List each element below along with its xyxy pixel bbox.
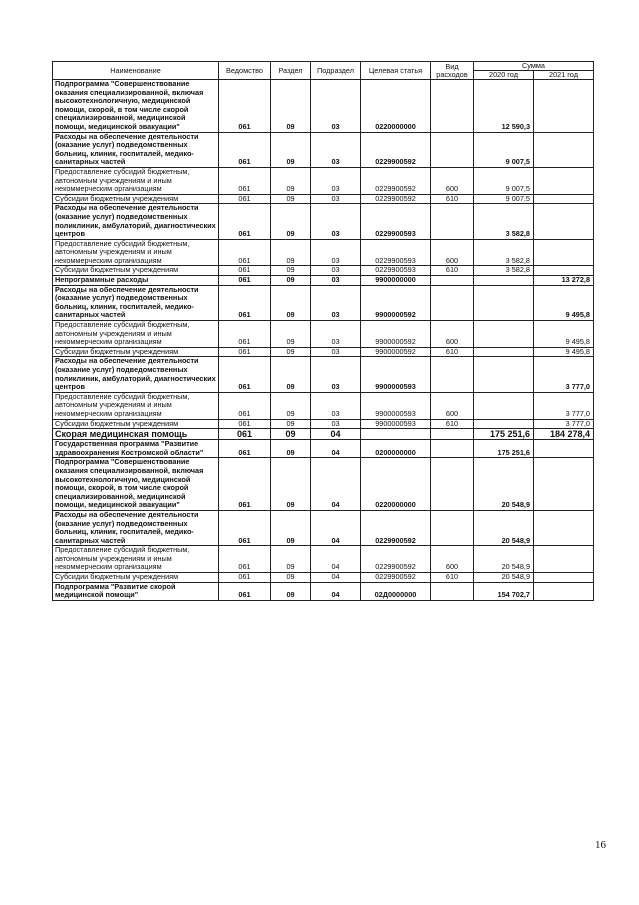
cell-vr [431, 510, 474, 545]
table-row [53, 276, 594, 286]
cell-y2 [534, 573, 594, 583]
cell-y1 [474, 357, 534, 392]
cell-dept: 061 [219, 392, 271, 419]
cell-vr: 610 [431, 419, 474, 429]
cell-dept: 061 [219, 285, 271, 320]
cell-dept: 061 [219, 546, 271, 573]
page-number: 16 [595, 839, 606, 851]
cell-y2 [534, 582, 594, 600]
table-row [53, 132, 594, 167]
cell-target: 0220000000 [361, 80, 431, 133]
cell-sec: 09 [271, 321, 311, 348]
cell-sub: 04 [311, 510, 361, 545]
cell-sec: 09 [271, 573, 311, 583]
cell-dept: 061 [219, 167, 271, 194]
cell-dept: 061 [219, 510, 271, 545]
cell-target: 9900000593 [361, 357, 431, 392]
cell-sub: 03 [311, 321, 361, 348]
cell-y1: 20 548,9 [474, 510, 534, 545]
cell-target: 0229900592 [361, 167, 431, 194]
cell-y2 [534, 194, 594, 204]
header-expense-type: Вид расходов [431, 62, 474, 80]
cell-sub: 03 [311, 347, 361, 357]
cell-sec: 09 [271, 429, 311, 440]
cell-sec: 09 [271, 132, 311, 167]
table-row [53, 429, 594, 440]
cell-vr: 600 [431, 321, 474, 348]
cell-y1: 12 590,3 [474, 80, 534, 133]
cell-y1 [474, 392, 534, 419]
cell-vr: 610 [431, 266, 474, 276]
cell-name: Расходы на обеспечение деятельности (оказание услуг) подведомственных поликлиник, амбулаторий, диагностических центров [53, 204, 219, 239]
cell-target: 0229900593 [361, 239, 431, 266]
cell-name: Расходы на обеспечение деятельности (оказание услуг) подведомственных больниц, клиник, госпиталей, медико-санитарных частей [53, 285, 219, 320]
header-target: Целевая статья [361, 62, 431, 80]
cell-sub: 04 [311, 582, 361, 600]
cell-target: 0229900592 [361, 546, 431, 573]
cell-vr [431, 204, 474, 239]
cell-target: 9900000592 [361, 285, 431, 320]
cell-y1 [474, 276, 534, 286]
cell-sub: 03 [311, 392, 361, 419]
cell-y2 [534, 204, 594, 239]
cell-y1: 175 251,6 [474, 440, 534, 458]
cell-sub: 03 [311, 266, 361, 276]
cell-vr [431, 276, 474, 286]
table-row [53, 357, 594, 392]
cell-name: Субсидии бюджетным учреждениям [53, 419, 219, 429]
cell-y2: 9 495,8 [534, 285, 594, 320]
cell-dept: 061 [219, 80, 271, 133]
cell-sec: 09 [271, 194, 311, 204]
header-section: Раздел [271, 62, 311, 80]
cell-y1: 3 582,8 [474, 266, 534, 276]
cell-dept: 061 [219, 357, 271, 392]
cell-vr [431, 582, 474, 600]
header-year-2020: 2020 год [474, 71, 534, 80]
cell-y2: 13 272,8 [534, 276, 594, 286]
cell-sub: 04 [311, 429, 361, 440]
cell-vr: 610 [431, 194, 474, 204]
header-name: Наименование [53, 62, 219, 80]
cell-y1: 9 007,5 [474, 167, 534, 194]
cell-sec: 09 [271, 419, 311, 429]
table-row [53, 392, 594, 419]
cell-sec: 09 [271, 510, 311, 545]
cell-target: 0220000000 [361, 458, 431, 511]
cell-vr: 600 [431, 392, 474, 419]
cell-name: Субсидии бюджетным учреждениям [53, 347, 219, 357]
cell-target: 9900000593 [361, 419, 431, 429]
cell-sub: 03 [311, 239, 361, 266]
cell-sec: 09 [271, 204, 311, 239]
cell-dept: 061 [219, 458, 271, 511]
cell-sec: 09 [271, 392, 311, 419]
cell-vr: 610 [431, 573, 474, 583]
cell-y2: 3 777,0 [534, 357, 594, 392]
cell-target: 0229900592 [361, 132, 431, 167]
cell-name: Расходы на обеспечение деятельности (оказание услуг) подведомственных больниц, клиник, госпиталей, медико-санитарных частей [53, 510, 219, 545]
cell-vr [431, 132, 474, 167]
cell-sub: 04 [311, 440, 361, 458]
header-year-2021: 2021 год [534, 71, 594, 80]
header-sum: Сумма [474, 62, 594, 71]
table-row [53, 419, 594, 429]
cell-name: Субсидии бюджетным учреждениям [53, 194, 219, 204]
cell-name: Субсидии бюджетным учреждениям [53, 573, 219, 583]
cell-name: Расходы на обеспечение деятельности (оказание услуг) подведомственных больниц, клиник, госпиталей, медико-санитарных частей [53, 132, 219, 167]
cell-sub: 04 [311, 573, 361, 583]
cell-sec: 09 [271, 167, 311, 194]
cell-dept: 061 [219, 573, 271, 583]
cell-target: 9900000593 [361, 392, 431, 419]
cell-dept: 061 [219, 266, 271, 276]
cell-name: Предоставление субсидий бюджетным, автономным учреждениям и иным некоммерческим организациям [53, 239, 219, 266]
budget-table [52, 61, 594, 601]
cell-y1 [474, 321, 534, 348]
cell-name: Подпрограмма "Совершенствование оказания специализированной, включая высокотехнологичную, медицинской помощи, скорой, в том числе скорой специализированной, медицинской помощи, медицинской эвакуации" [53, 80, 219, 133]
cell-dept: 061 [219, 440, 271, 458]
cell-sec: 09 [271, 276, 311, 286]
cell-vr [431, 429, 474, 440]
cell-name: Подпрограмма "Развитие скорой медицинской помощи" [53, 582, 219, 600]
cell-sec: 09 [271, 266, 311, 276]
cell-sec: 09 [271, 80, 311, 133]
cell-dept: 061 [219, 276, 271, 286]
cell-vr: 610 [431, 347, 474, 357]
cell-dept: 061 [219, 239, 271, 266]
cell-y1 [474, 419, 534, 429]
table-row [53, 80, 594, 133]
header-department: Ведомство [219, 62, 271, 80]
table-row [53, 582, 594, 600]
cell-target: 9900000592 [361, 321, 431, 348]
cell-target: 0200000000 [361, 440, 431, 458]
table-row [53, 321, 594, 348]
cell-y1: 20 548,9 [474, 546, 534, 573]
cell-name: Предоставление субсидий бюджетным, автономным учреждениям и иным некоммерческим организациям [53, 167, 219, 194]
cell-target: 02Д0000000 [361, 582, 431, 600]
cell-dept: 061 [219, 194, 271, 204]
cell-dept: 061 [219, 321, 271, 348]
cell-vr [431, 458, 474, 511]
cell-vr [431, 80, 474, 133]
cell-y2: 3 777,0 [534, 419, 594, 429]
cell-name: Предоставление субсидий бюджетным, автономным учреждениям и иным некоммерческим организациям [53, 392, 219, 419]
table-row [53, 204, 594, 239]
cell-dept: 061 [219, 204, 271, 239]
cell-y2: 3 777,0 [534, 392, 594, 419]
cell-sub: 03 [311, 167, 361, 194]
cell-sec: 09 [271, 546, 311, 573]
table-row [53, 546, 594, 573]
table-row [53, 510, 594, 545]
cell-name: Скорая медицинская помощь [53, 429, 219, 440]
cell-sec: 09 [271, 440, 311, 458]
cell-y2 [534, 80, 594, 133]
cell-sub: 03 [311, 194, 361, 204]
cell-name: Субсидии бюджетным учреждениям [53, 266, 219, 276]
cell-sec: 09 [271, 357, 311, 392]
cell-sec: 09 [271, 239, 311, 266]
cell-sec: 09 [271, 347, 311, 357]
cell-y1: 3 582,8 [474, 239, 534, 266]
cell-y2: 9 495,8 [534, 321, 594, 348]
cell-sub: 03 [311, 419, 361, 429]
cell-name: Предоставление субсидий бюджетным, автономным учреждениям и иным некоммерческим организациям [53, 321, 219, 348]
cell-y2 [534, 132, 594, 167]
cell-y1: 9 007,5 [474, 194, 534, 204]
cell-dept: 061 [219, 419, 271, 429]
cell-y1: 20 548,9 [474, 458, 534, 511]
table-row [53, 285, 594, 320]
cell-name: Непрограммные расходы [53, 276, 219, 286]
cell-dept: 061 [219, 132, 271, 167]
cell-y2 [534, 239, 594, 266]
cell-vr [431, 440, 474, 458]
cell-dept: 061 [219, 582, 271, 600]
cell-target: 0229900593 [361, 266, 431, 276]
cell-vr [431, 357, 474, 392]
cell-y1: 175 251,6 [474, 429, 534, 440]
cell-sub: 04 [311, 458, 361, 511]
cell-name: Государственная программа "Развитие здравоохранения Костромской области" [53, 440, 219, 458]
cell-target: 0229900592 [361, 510, 431, 545]
cell-y1: 20 548,9 [474, 573, 534, 583]
cell-sub: 04 [311, 546, 361, 573]
cell-y2: 184 278,4 [534, 429, 594, 440]
cell-sub: 03 [311, 132, 361, 167]
table-row [53, 239, 594, 266]
cell-sec: 09 [271, 458, 311, 511]
cell-sub: 03 [311, 276, 361, 286]
cell-y1: 3 582,8 [474, 204, 534, 239]
cell-vr: 600 [431, 167, 474, 194]
cell-vr [431, 285, 474, 320]
cell-target: 9900000592 [361, 347, 431, 357]
cell-dept: 061 [219, 429, 271, 440]
cell-y2 [534, 546, 594, 573]
table-row [53, 167, 594, 194]
cell-name: Подпрограмма "Совершенствование оказания специализированной, включая высокотехнологичную, медицинской помощи, скорой, в том числе скорой специализированной, медицинской помощи, медицинской эвакуации" [53, 458, 219, 511]
header-subsection: Подраздел [311, 62, 361, 80]
cell-y1: 9 007,5 [474, 132, 534, 167]
cell-y2: 9 495,8 [534, 347, 594, 357]
cell-y1 [474, 347, 534, 357]
cell-sub: 03 [311, 357, 361, 392]
cell-target: 0229900592 [361, 194, 431, 204]
cell-target: 0229900592 [361, 573, 431, 583]
table-row [53, 458, 594, 511]
cell-y2 [534, 458, 594, 511]
cell-vr: 600 [431, 546, 474, 573]
cell-vr: 600 [431, 239, 474, 266]
cell-y2 [534, 440, 594, 458]
cell-sub: 03 [311, 285, 361, 320]
cell-target: 0229900593 [361, 204, 431, 239]
cell-name: Расходы на обеспечение деятельности (оказание услуг) подведомственных поликлиник, амбулаторий, диагностических центров [53, 357, 219, 392]
cell-sub: 03 [311, 80, 361, 133]
cell-y1 [474, 285, 534, 320]
cell-sub: 03 [311, 204, 361, 239]
cell-name: Предоставление субсидий бюджетным, автономным учреждениям и иным некоммерческим организациям [53, 546, 219, 573]
table-row [53, 440, 594, 458]
cell-dept: 061 [219, 347, 271, 357]
table-body [53, 80, 594, 601]
cell-y2 [534, 510, 594, 545]
cell-sec: 09 [271, 582, 311, 600]
cell-y2 [534, 167, 594, 194]
table-row [53, 573, 594, 583]
cell-target: 9900000000 [361, 276, 431, 286]
cell-y1: 154 702,7 [474, 582, 534, 600]
cell-target [361, 429, 431, 440]
cell-sec: 09 [271, 285, 311, 320]
